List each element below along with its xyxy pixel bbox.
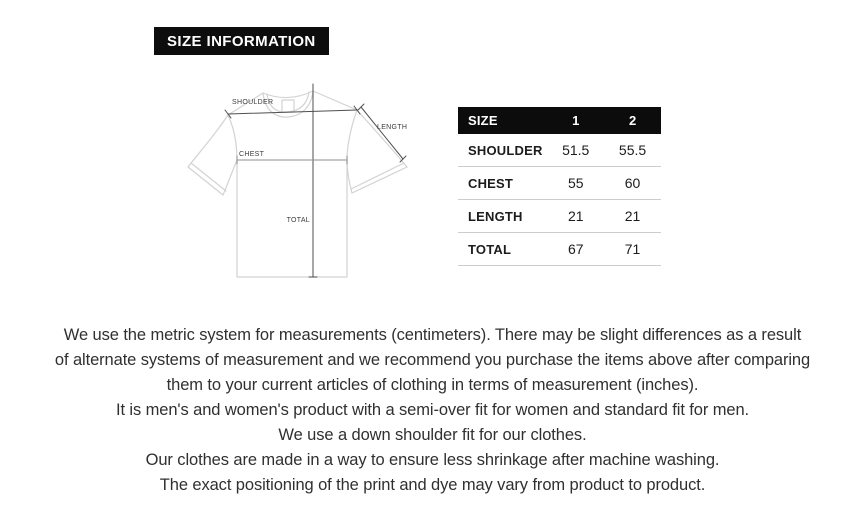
size-table-header-size-1: 1 [572, 113, 580, 128]
table-row-chest [458, 167, 661, 200]
section-title: SIZE INFORMATION [167, 32, 316, 50]
notes-line: them to your current articles of clothing in terms of measurement (inches). [166, 376, 699, 394]
measurement-notes [0, 323, 865, 498]
table-row-length [458, 200, 661, 233]
row-value: 67 [567, 241, 584, 257]
size-table [458, 107, 661, 266]
tshirt-diagram-icon [175, 80, 420, 285]
row-value: 21 [567, 208, 584, 224]
row-value: 60 [624, 175, 641, 191]
notes-line: It is men's and women's product with a semi-over fit for women and standard fit for men. [115, 401, 750, 419]
diagram-label-length: LENGTH [377, 124, 408, 131]
row-value: 51.5 [562, 142, 590, 158]
row-label: TOTAL [468, 241, 512, 257]
row-label: LENGTH [468, 208, 523, 224]
notes-line: We use a down shoulder fit for our clothes. [278, 426, 587, 444]
row-value: 71 [624, 241, 641, 257]
size-table-header-row [458, 107, 661, 134]
table-row-total [458, 233, 661, 266]
row-value: 55.5 [618, 142, 647, 158]
row-label: CHEST [468, 175, 514, 191]
section-title-badge [154, 27, 329, 55]
notes-line: We use the metric system for measurements (centimeters). There may be slight differences as a result [63, 326, 802, 344]
row-value: 21 [624, 208, 641, 224]
size-table-header-size-2: 2 [628, 113, 637, 128]
size-table-header-size: SIZE [468, 113, 498, 128]
notes-line: The exact positioning of the print and dye may vary from product to product. [159, 476, 706, 494]
row-label: SHOULDER [468, 142, 543, 158]
row-value: 55 [567, 175, 584, 191]
table-row-shoulder [458, 134, 661, 167]
diagram-label-shoulder: SHOULDER [232, 99, 274, 106]
diagram-label-total: TOTAL [286, 217, 310, 224]
diagram-label-chest: CHEST [239, 151, 265, 158]
notes-line: of alternate systems of measurement and we recommend you purchase the items above after comparing [54, 351, 811, 369]
tshirt-outline [188, 91, 407, 277]
notes-line: Our clothes are made in a way to ensure less shrinkage after machine washing. [145, 451, 720, 469]
